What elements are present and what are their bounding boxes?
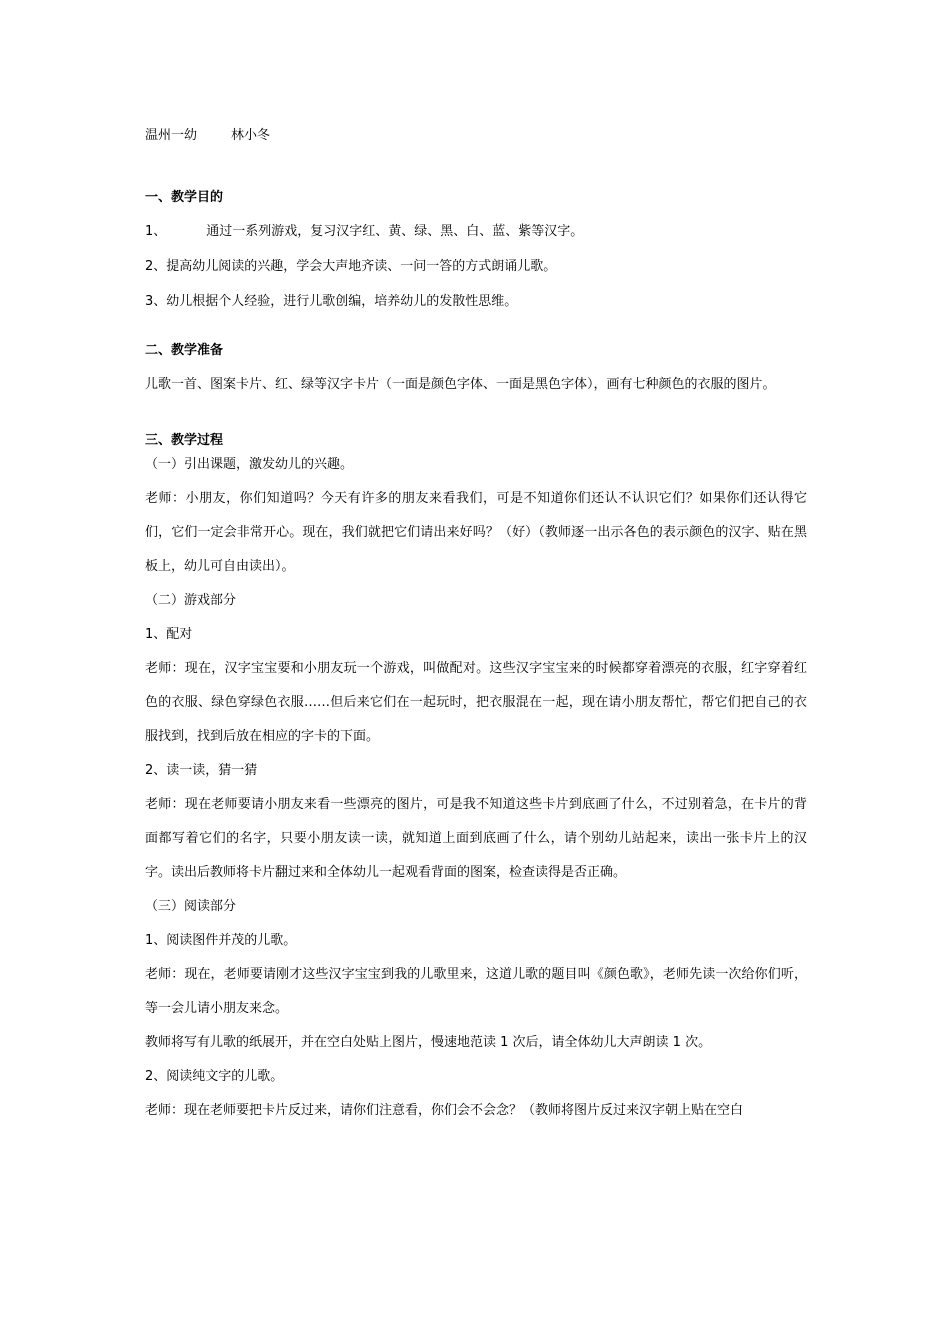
goal-item-2: 2、提高幼儿阅读的兴趣，学会大声地齐读、一问一答的方式朗诵儿歌。 — [145, 259, 557, 274]
read2-title: 2、阅读纯文字的儿歌。 — [145, 1069, 284, 1084]
prep-heading: 二、教学准备 — [145, 343, 224, 358]
author-school: 温州一幼 — [145, 128, 198, 143]
read2-text: 老师：现在老师要把卡片反过来，请你们注意看，你们会不会念？（教师将图片反过来汉字朝上贴在空白 — [145, 1103, 744, 1118]
process-part1-text: 老师：小朋友，你们知道吗？今天有许多的朋友来看我们，可是不知道你们还认不认识它们？如果你们还认得它们，它们一定会非常开心。现在，我们就把它们请出来好吗？（好）（教师逐一出示各色的表示颜色的汉字、贴在黑板上，幼儿可自由读出）。 — [145, 491, 807, 574]
process-part1-title: （一）引出课题，激发幼儿的兴趣。 — [145, 457, 354, 472]
game1-title: 1、配对 — [145, 627, 193, 642]
goals-heading: 一、教学目的 — [145, 190, 224, 205]
goal-item-1-text: 通过一系列游戏，复习汉字红、黄、绿、黑、白、蓝、紫等汉字。 — [206, 224, 584, 239]
process-part3-title: （三）阅读部分 — [145, 899, 237, 914]
goal-item-1-number: 1、 — [145, 224, 167, 239]
process-heading: 三、教学过程 — [145, 433, 224, 448]
read1-text: 老师：现在，老师要请刚才这些汉字宝宝到我的儿歌里来，这道儿歌的题目叫《颜色歌》，老师先读一次给你们听，等一会儿请小朋友来念。 — [145, 967, 807, 1016]
process-part2-title: （二）游戏部分 — [145, 593, 237, 608]
game2-title: 2、读一读，猜一猜 — [145, 763, 258, 778]
game2-text: 老师：现在老师要请小朋友来看一些漂亮的图片，可是我不知道这些卡片到底画了什么，不过别着急，在卡片的背面都写着它们的名字，只要小朋友读一读，就知道上面到底画了什么，请个别幼儿站起来，读出一张卡片上的汉字。读出后教师将卡片翻过来和全体幼儿一起观看背面的图案，检查读得是否正确。 — [145, 797, 807, 880]
prep-text: 儿歌一首、图案卡片、红、绿等汉字卡片（一面是颜色字体、一面是黑色字体），画有七种颜色的衣服的图片。 — [145, 377, 776, 392]
document-page — [145, 126, 807, 1135]
goal-item-3: 3、幼儿根据个人经验，进行儿歌创编，培养幼儿的发散性思维。 — [145, 294, 518, 309]
author-name: 林小冬 — [231, 128, 271, 143]
read1-note: 教师将写有儿歌的纸展开，并在空白处贴上图片，慢速地范读 1 次后，请全体幼儿大声朗读 1 次。 — [145, 1035, 712, 1050]
goal-item-1 — [145, 222, 807, 242]
read1-title: 1、阅读图件并茂的儿歌。 — [145, 933, 297, 948]
author-line — [145, 126, 807, 146]
game1-text: 老师：现在，汉字宝宝要和小朋友玩一个游戏，叫做配对。这些汉字宝宝来的时候都穿着漂亮的衣服，红字穿着红色的衣服、绿色穿绿色衣服……但后来它们在一起玩时，把衣服混在一起，现在请小朋友帮忙，帮它们把自己的衣服找到，找到后放在相应的字卡的下面。 — [145, 661, 807, 744]
